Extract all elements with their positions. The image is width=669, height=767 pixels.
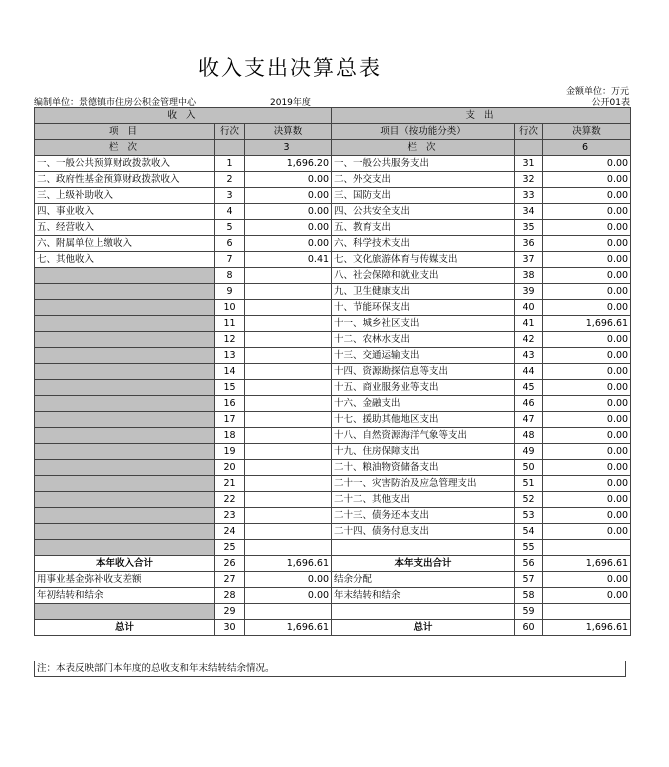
- expense-amount-cell: 0.00: [543, 236, 631, 252]
- expense-amount-cell: 0.00: [543, 508, 631, 524]
- income-item-cell: 用事业基金弥补收支差额: [35, 572, 215, 588]
- income-item-cell: [35, 508, 215, 524]
- expense-item-cell: [332, 604, 515, 620]
- expense-item-cell: 十九、住房保障支出: [332, 444, 515, 460]
- income-row-no-cell: 29: [215, 604, 245, 620]
- income-amount-cell: [245, 284, 332, 300]
- expense-amount-cell: 0.00: [543, 492, 631, 508]
- income-column-index: 3: [245, 140, 332, 156]
- expense-amount-cell: 0.00: [543, 204, 631, 220]
- expense-section-header: 支 出: [332, 108, 631, 124]
- table-row: [35, 316, 631, 332]
- income-amount-cell: [245, 412, 332, 428]
- income-row-no-cell: 2: [215, 172, 245, 188]
- income-amount-cell: [245, 268, 332, 284]
- income-row-no-cell: 17: [215, 412, 245, 428]
- expense-row-no-cell: 33: [515, 188, 543, 204]
- table-row: [35, 412, 631, 428]
- expense-item-cell: 十六、金融支出: [332, 396, 515, 412]
- table-code-label: 公开01表: [591, 98, 630, 108]
- expense-item-cell: 十八、自然资源海洋气象等支出: [332, 428, 515, 444]
- income-row-no-cell: 4: [215, 204, 245, 220]
- income-amount-cell: [245, 300, 332, 316]
- expense-amount-cell: 0.00: [543, 476, 631, 492]
- expense-item-cell: 七、文化旅游体育与传媒支出: [332, 252, 515, 268]
- table-row: [35, 284, 631, 300]
- income-amount-cell: [245, 540, 332, 556]
- expense-item-cell: 八、社会保障和就业支出: [332, 268, 515, 284]
- expense-amount-cell: 0.00: [543, 460, 631, 476]
- income-row-no-cell: 19: [215, 444, 245, 460]
- income-row-no-cell: 26: [215, 556, 245, 572]
- income-item-cell: [35, 428, 215, 444]
- income-row-no-cell: 15: [215, 380, 245, 396]
- report-meta: [34, 95, 630, 107]
- income-row-no-cell: 27: [215, 572, 245, 588]
- income-item-cell: 本年收入合计: [35, 556, 215, 572]
- budget-summary-table: [34, 107, 631, 636]
- expense-row-no-cell: 60: [515, 620, 543, 636]
- table-row: [35, 588, 631, 604]
- table-row: [35, 524, 631, 540]
- table-row: [35, 428, 631, 444]
- income-item-cell: [35, 332, 215, 348]
- table-row: [35, 540, 631, 556]
- expense-item-cell: 本年支出合计: [332, 556, 515, 572]
- expense-row-no-cell: 36: [515, 236, 543, 252]
- expense-item-cell: 总计: [332, 620, 515, 636]
- expense-amount-cell: 0.00: [543, 380, 631, 396]
- table-row: [35, 172, 631, 188]
- expense-item-cell: 二十二、其他支出: [332, 492, 515, 508]
- income-amount-cell: 0.00: [245, 172, 332, 188]
- income-amount-cell: 0.00: [245, 220, 332, 236]
- expense-row-no-cell: 42: [515, 332, 543, 348]
- income-item-cell: [35, 396, 215, 412]
- expense-item-cell: 二、外交支出: [332, 172, 515, 188]
- income-row-no-cell: 22: [215, 492, 245, 508]
- expense-row-no-cell: 47: [515, 412, 543, 428]
- income-row-no-cell: 9: [215, 284, 245, 300]
- table-row: [35, 476, 631, 492]
- expense-row-no-cell: 53: [515, 508, 543, 524]
- income-item-cell: [35, 380, 215, 396]
- expense-row-no-cell: 31: [515, 156, 543, 172]
- expense-amount-cell: 0.00: [543, 444, 631, 460]
- expense-row-no-cell: 44: [515, 364, 543, 380]
- expense-item-cell: 五、教育支出: [332, 220, 515, 236]
- table-row: [35, 508, 631, 524]
- income-item-cell: 六、附属单位上缴收入: [35, 236, 215, 252]
- unit-label: 金额单位：万元: [565, 87, 629, 97]
- table-row: [35, 220, 631, 236]
- expense-item-cell: 六、科学技术支出: [332, 236, 515, 252]
- expense-row-no-cell: 48: [515, 428, 543, 444]
- income-item-cell: [35, 316, 215, 332]
- income-amount-cell: 0.41: [245, 252, 332, 268]
- income-row-no-cell: 6: [215, 236, 245, 252]
- income-item-cell: [35, 540, 215, 556]
- expense-item-cell: 十七、援助其他地区支出: [332, 412, 515, 428]
- income-row-no-cell: 1: [215, 156, 245, 172]
- expense-row-no-cell: 50: [515, 460, 543, 476]
- expense-row-no-header: 行次: [515, 124, 543, 140]
- income-item-cell: [35, 412, 215, 428]
- table-row: [35, 364, 631, 380]
- column-index-row: [35, 140, 631, 156]
- income-amount-cell: [245, 428, 332, 444]
- income-amount-cell: 1,696.20: [245, 156, 332, 172]
- income-amount-cell: 0.00: [245, 588, 332, 604]
- expense-amount-cell: 0.00: [543, 300, 631, 316]
- expense-amount-cell: 0.00: [543, 156, 631, 172]
- income-row-no-cell: 16: [215, 396, 245, 412]
- expense-lanci-label: 栏 次: [332, 140, 515, 156]
- table-row: [35, 188, 631, 204]
- income-item-cell: [35, 284, 215, 300]
- expense-item-cell: 结余分配: [332, 572, 515, 588]
- income-row-no-cell: 8: [215, 268, 245, 284]
- income-amount-cell: [245, 492, 332, 508]
- expense-item-header: 项目（按功能分类）: [332, 124, 515, 140]
- expense-item-cell: 十五、商业服务业等支出: [332, 380, 515, 396]
- income-amount-cell: [245, 348, 332, 364]
- table-row: [35, 268, 631, 284]
- income-row-no-cell: 11: [215, 316, 245, 332]
- income-amount-cell: 0.00: [245, 572, 332, 588]
- income-amount-cell: [245, 380, 332, 396]
- expense-amount-cell: 0.00: [543, 588, 631, 604]
- table-row: [35, 252, 631, 268]
- expense-row-no-cell: 34: [515, 204, 543, 220]
- table-row: [35, 380, 631, 396]
- income-row-no-cell: 23: [215, 508, 245, 524]
- expense-row-no-cell: 38: [515, 268, 543, 284]
- expense-lanci-blank: [515, 140, 543, 156]
- expense-amount-cell: 1,696.61: [543, 316, 631, 332]
- income-item-cell: [35, 444, 215, 460]
- expense-item-cell: 九、卫生健康支出: [332, 284, 515, 300]
- fiscal-year-label: 2019年度: [270, 98, 311, 108]
- expense-row-no-cell: 46: [515, 396, 543, 412]
- expense-item-cell: 年末结转和结余: [332, 588, 515, 604]
- income-row-no-cell: 24: [215, 524, 245, 540]
- expense-item-cell: 二十三、债务还本支出: [332, 508, 515, 524]
- income-amount-cell: 0.00: [245, 236, 332, 252]
- expense-amount-cell: 0.00: [543, 524, 631, 540]
- expense-item-cell: 二十四、债务付息支出: [332, 524, 515, 540]
- expense-amount-cell: 0.00: [543, 332, 631, 348]
- income-row-no-cell: 21: [215, 476, 245, 492]
- income-amount-cell: 0.00: [245, 204, 332, 220]
- income-amount-cell: [245, 364, 332, 380]
- organization-label: 编制单位：景德镇市住房公积金管理中心: [34, 98, 197, 108]
- income-item-cell: 三、上级补助收入: [35, 188, 215, 204]
- income-row-no-cell: 18: [215, 428, 245, 444]
- expense-item-cell: 十二、农林水支出: [332, 332, 515, 348]
- table-row: [35, 460, 631, 476]
- income-item-cell: 四、事业收入: [35, 204, 215, 220]
- table-row: [35, 204, 631, 220]
- table-row: [35, 444, 631, 460]
- table-row: [35, 300, 631, 316]
- expense-amount-cell: 0.00: [543, 172, 631, 188]
- income-item-cell: 年初结转和结余: [35, 588, 215, 604]
- expense-row-no-cell: 57: [515, 572, 543, 588]
- income-row-no-cell: 20: [215, 460, 245, 476]
- income-lanci-label: 栏 次: [35, 140, 215, 156]
- expense-amount-cell: 0.00: [543, 412, 631, 428]
- income-row-no-cell: 10: [215, 300, 245, 316]
- expense-item-cell: 十一、城乡社区支出: [332, 316, 515, 332]
- expense-row-no-cell: 58: [515, 588, 543, 604]
- table-footnote: 注：本表反映部门本年度的总收支和年末结转结余情况。: [34, 661, 626, 677]
- expense-amount-cell: 1,696.61: [543, 620, 631, 636]
- income-row-no-cell: 25: [215, 540, 245, 556]
- income-amount-cell: [245, 396, 332, 412]
- expense-amount-cell: 0.00: [543, 220, 631, 236]
- income-amount-cell: 1,696.61: [245, 556, 332, 572]
- income-section-header: 收 入: [35, 108, 332, 124]
- table-row: [35, 348, 631, 364]
- expense-row-no-cell: 59: [515, 604, 543, 620]
- income-amount-cell: [245, 460, 332, 476]
- expense-row-no-cell: 51: [515, 476, 543, 492]
- income-item-cell: [35, 492, 215, 508]
- expense-amount-cell: 0.00: [543, 252, 631, 268]
- expense-amount-cell: 0.00: [543, 268, 631, 284]
- table-row: [35, 492, 631, 508]
- income-amount-cell: [245, 524, 332, 540]
- expense-amount-cell: 0.00: [543, 572, 631, 588]
- income-item-cell: [35, 364, 215, 380]
- expense-row-no-cell: 32: [515, 172, 543, 188]
- expense-amount-cell: 0.00: [543, 396, 631, 412]
- income-amount-cell: [245, 604, 332, 620]
- income-item-header: 项 目: [35, 124, 215, 140]
- income-row-no-cell: 3: [215, 188, 245, 204]
- income-amount-cell: 1,696.61: [245, 620, 332, 636]
- expense-row-no-cell: 49: [515, 444, 543, 460]
- expense-amount-cell: 1,696.61: [543, 556, 631, 572]
- income-row-no-cell: 14: [215, 364, 245, 380]
- income-item-cell: [35, 268, 215, 284]
- expense-item-cell: 十三、交通运输支出: [332, 348, 515, 364]
- expense-amount-cell: 0.00: [543, 348, 631, 364]
- expense-row-no-cell: 56: [515, 556, 543, 572]
- income-amount-header: 决算数: [245, 124, 332, 140]
- income-item-cell: [35, 460, 215, 476]
- income-row-no-cell: 13: [215, 348, 245, 364]
- income-item-cell: [35, 348, 215, 364]
- table-row: [35, 236, 631, 252]
- expense-item-cell: 二十一、灾害防治及应急管理支出: [332, 476, 515, 492]
- table-row: [35, 556, 631, 572]
- expense-item-cell: 三、国防支出: [332, 188, 515, 204]
- expense-item-cell: [332, 540, 515, 556]
- income-row-no-cell: 7: [215, 252, 245, 268]
- income-item-cell: [35, 604, 215, 620]
- income-amount-cell: 0.00: [245, 188, 332, 204]
- income-lanci-blank: [215, 140, 245, 156]
- expense-column-index: 6: [543, 140, 631, 156]
- income-amount-cell: [245, 508, 332, 524]
- page-title: 收入支出决算总表: [198, 56, 382, 80]
- income-amount-cell: [245, 316, 332, 332]
- table-row: [35, 156, 631, 172]
- income-item-cell: 七、其他收入: [35, 252, 215, 268]
- section-header-row: [35, 108, 631, 124]
- column-header-row: [35, 124, 631, 140]
- income-amount-cell: [245, 332, 332, 348]
- expense-item-cell: 四、公共安全支出: [332, 204, 515, 220]
- table-row: [35, 332, 631, 348]
- income-row-no-cell: 12: [215, 332, 245, 348]
- expense-item-cell: 二十、粮油物资储备支出: [332, 460, 515, 476]
- expense-row-no-cell: 54: [515, 524, 543, 540]
- expense-amount-cell: 0.00: [543, 428, 631, 444]
- income-row-no-cell: 5: [215, 220, 245, 236]
- income-item-cell: 总计: [35, 620, 215, 636]
- expense-row-no-cell: 40: [515, 300, 543, 316]
- income-item-cell: [35, 300, 215, 316]
- table-row: [35, 396, 631, 412]
- income-item-cell: 一、一般公共预算财政拨款收入: [35, 156, 215, 172]
- table-row: [35, 572, 631, 588]
- income-row-no-cell: 30: [215, 620, 245, 636]
- table-row: [35, 604, 631, 620]
- expense-row-no-cell: 52: [515, 492, 543, 508]
- expense-row-no-cell: 35: [515, 220, 543, 236]
- expense-amount-cell: [543, 604, 631, 620]
- income-item-cell: [35, 524, 215, 540]
- expense-item-cell: 十四、资源勘探信息等支出: [332, 364, 515, 380]
- expense-amount-cell: [543, 540, 631, 556]
- expense-row-no-cell: 45: [515, 380, 543, 396]
- table-row: [35, 620, 631, 636]
- income-item-cell: 二、政府性基金预算财政拨款收入: [35, 172, 215, 188]
- income-amount-cell: [245, 476, 332, 492]
- expense-item-cell: 一、一般公共服务支出: [332, 156, 515, 172]
- income-item-cell: [35, 476, 215, 492]
- expense-row-no-cell: 39: [515, 284, 543, 300]
- expense-row-no-cell: 37: [515, 252, 543, 268]
- expense-amount-cell: 0.00: [543, 188, 631, 204]
- expense-item-cell: 十、节能环保支出: [332, 300, 515, 316]
- expense-row-no-cell: 41: [515, 316, 543, 332]
- expense-row-no-cell: 55: [515, 540, 543, 556]
- income-row-no-header: 行次: [215, 124, 245, 140]
- expense-amount-cell: 0.00: [543, 364, 631, 380]
- income-amount-cell: [245, 444, 332, 460]
- income-item-cell: 五、经营收入: [35, 220, 215, 236]
- expense-amount-cell: 0.00: [543, 284, 631, 300]
- expense-amount-header: 决算数: [543, 124, 631, 140]
- expense-row-no-cell: 43: [515, 348, 543, 364]
- income-row-no-cell: 28: [215, 588, 245, 604]
